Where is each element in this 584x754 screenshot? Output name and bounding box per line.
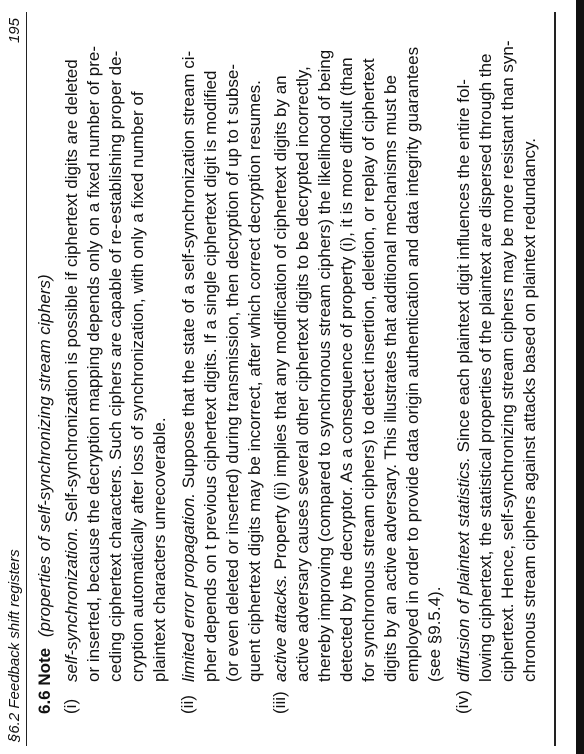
note-item-i [61,34,171,714]
item-text [61,34,171,682]
item-line: employed in order to provide data origin authentication and data integrity guarantees [403,46,422,682]
item-line: for synchronous stream ciphers) to detect insertion, deletion, or replay of ciphertext [359,58,378,682]
item-text [270,34,446,682]
item-line: digits by an active adversary. This illustrates that additional mechanisms must be [381,75,400,682]
scan-edge-band [576,0,584,754]
note-item-ii [178,34,266,714]
footer-rule [554,12,556,746]
page-number: 195 [6,18,23,44]
item-marker: (i) [61,698,80,714]
item-text [453,34,541,682]
item-line: (or even deleted or inserted) during transmission, then decryption of up to t subse- [223,63,242,682]
item-marker: (iv) [453,690,472,714]
note-number: 6.6 Note [35,647,54,714]
item-line: ciphertext. Hence, self-synchronizing stream ciphers may be more resistant than syn- [498,40,517,682]
item-line: quent ciphertext digits may be incorrect, after which correct decryption resumes. [245,80,264,682]
item-line: active adversary causes several other ciphertext digits to be decrypted incorrectly, [293,66,312,682]
header-rule [26,12,27,746]
item-line: (see §9.5.4). [425,586,444,682]
item-text [178,34,266,682]
note-title: (properties of self-synchronizing stream ciphers) [35,274,54,638]
item-line: pher depends on t previous ciphertext digits. If a single ciphertext digit is modiﬁed [201,70,220,682]
note-item-iv [453,34,541,714]
item-lead: diffusion of plaintext statistics. [454,457,473,682]
item-line: lowing ciphertext, the statistical properties of the plaintext are dispersed through the [476,53,495,682]
item-line: Property (ii) implies that any modiﬁcation of ciphertext digits by an [271,75,290,570]
item-lead: active attacks. [271,574,290,682]
item-line: chronous stream ciphers against attacks based on plaintext redundancy. [520,138,539,682]
item-marker: (iii) [270,691,289,714]
item-line: detected by the decryptor. As a consequence of property (i), it is more difﬁcult (than [337,57,356,682]
item-line: cryption automatically after loss of synchronization, with only a ﬁxed number of [128,91,147,682]
section-heading: §6.2 Feedback shift registers [6,549,23,742]
item-lead: self-synchronization. [62,527,81,682]
item-line: Since each plaintext digit inﬂuences the entire fol- [454,79,473,453]
item-line: Self-synchronization is possible if ciphertext digits are deleted [62,59,81,523]
item-marker: (ii) [178,695,197,714]
note-item-iii [270,34,446,714]
item-line: plaintext characters unrecoverable. [150,417,169,682]
item-line: ceding ciphertext characters. Such ciphers are capable of re-establishing proper de- [106,50,125,682]
running-head [6,18,24,742]
item-line: Suppose that the state of a self-synchronization stream ci- [179,50,198,489]
item-line: thereby improving (compared to synchronous stream ciphers) the likelihood of being [315,49,334,682]
note-heading [35,274,55,714]
item-line: or inserted, because the decryption mapping depends only on a ﬁxed number of pre- [84,45,103,682]
item-lead: limited error propagation. [179,493,198,682]
